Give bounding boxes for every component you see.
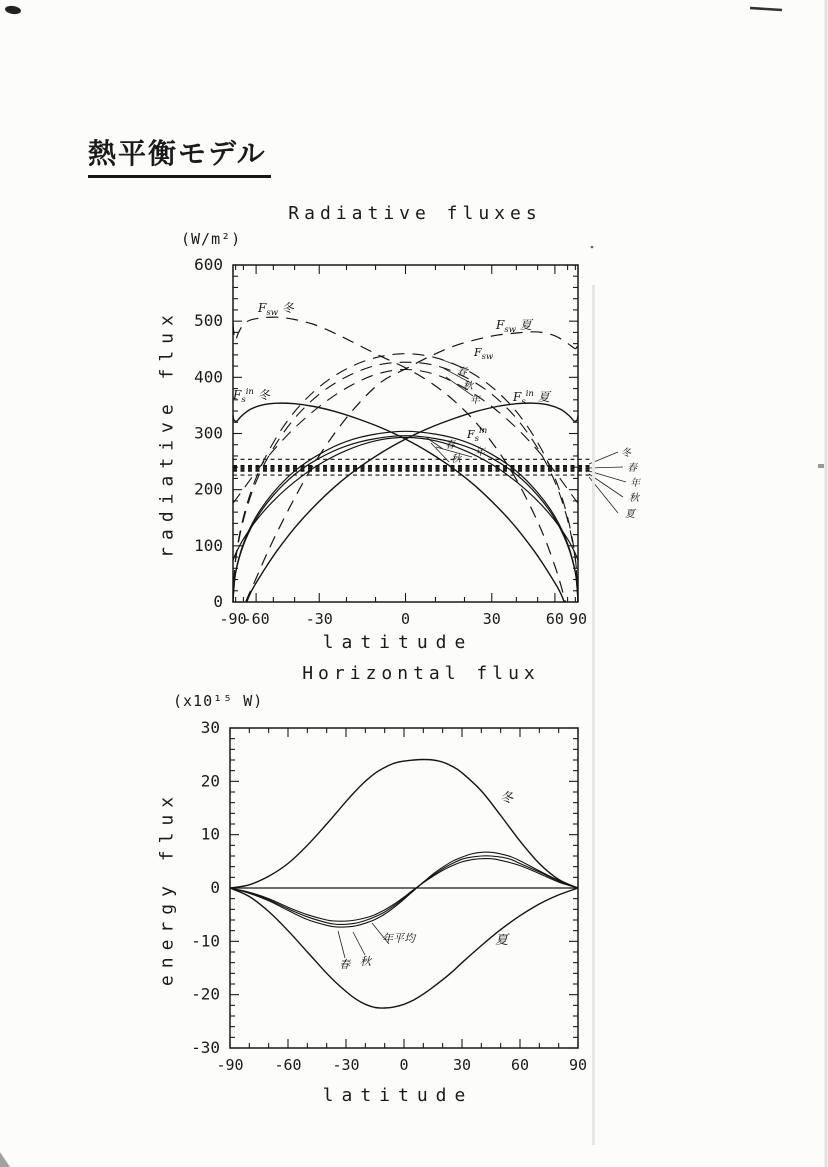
handwritten-annotation: 夏 [495, 933, 509, 948]
tick-label: 100 [194, 535, 223, 555]
chart-horizontal-flux [191, 718, 587, 1074]
handwritten-annotation: 春 [445, 440, 455, 451]
handwritten-annotation: 年平均 [382, 932, 415, 945]
tick-label: 30 [200, 718, 220, 737]
handwritten-annotation: $F_s^{in}$ 夏 [513, 389, 550, 407]
handwritten-annotation: 年 [470, 395, 480, 406]
handwritten-annotation: 秋 [451, 454, 461, 465]
handwritten-annotation: 春 [339, 958, 350, 971]
handwritten-annotation: 冬 [500, 791, 514, 806]
tick-label: 60 [545, 610, 564, 628]
tick-label: 0 [400, 610, 411, 628]
series-年平均 [230, 856, 578, 925]
tick-label: -30 [305, 610, 333, 628]
handwritten-annotation: 春 [627, 463, 637, 474]
chart2-y-axis-label: energy flux [156, 789, 178, 987]
handwritten-annotation: 年 [475, 447, 485, 458]
tick-label: 60 [510, 1056, 530, 1074]
tick-label: 400 [194, 367, 223, 387]
tick-label: 0 [399, 1056, 409, 1074]
tick-label: -30 [191, 1038, 220, 1057]
chart1-title: Radiative fluxes [288, 203, 542, 224]
tick-label: -90 [219, 610, 247, 628]
tick-label: 30 [482, 610, 501, 628]
page-heading: 熱平衡モデル [88, 132, 271, 178]
tick-label: 500 [194, 311, 223, 331]
handwritten-annotation: 年 [630, 478, 640, 489]
chart1-y-axis-label: radiative flux [156, 308, 178, 558]
tick-label: -60 [274, 1056, 302, 1074]
tick-label: 0 [213, 592, 223, 611]
series-春 [230, 852, 578, 927]
handwritten-annotation: 秋 [360, 955, 371, 968]
tick-label: -60 [242, 610, 270, 628]
series-F_s_in 夏 [247, 403, 578, 602]
tick-label: -90 [216, 1056, 244, 1074]
tick-label: 300 [194, 423, 223, 443]
handwritten-annotation: 春 [457, 367, 467, 378]
handwritten-annotation: 夏 [625, 509, 635, 520]
chart2-title: Horizontal flux [302, 663, 540, 684]
handwritten-annotation: $F_s^{in}$ [467, 426, 488, 444]
tick-label: 90 [568, 610, 588, 628]
leader-line [353, 932, 365, 955]
chart-radiative-fluxes [194, 255, 641, 628]
chart2-unit-label: (x10¹⁵ W) [173, 692, 264, 710]
handwritten-annotation: $F_{sw}$ [474, 346, 494, 362]
series-F_s_in 秋 [233, 436, 578, 602]
tick-label: 90 [568, 1056, 588, 1074]
tick-label: 30 [452, 1056, 472, 1074]
tick-label: -20 [191, 984, 220, 1004]
leader-line [338, 931, 345, 958]
tick-label: 600 [194, 255, 223, 274]
handwritten-annotation: 冬 [621, 448, 631, 459]
tick-label: 0 [210, 878, 220, 897]
chart2-x-axis-label: latitude [322, 1085, 474, 1106]
tick-label: 10 [200, 824, 220, 844]
handwritten-annotation: 秋 [629, 493, 639, 504]
handwritten-annotation: $F_s^{in}$ 冬 [233, 387, 270, 405]
tick-label: 20 [200, 771, 220, 791]
handwritten-annotation: $F_{sw}$ 夏 [496, 318, 532, 335]
tick-label: 200 [194, 479, 223, 499]
tick-label: -10 [191, 931, 220, 951]
series-F_s_in 冬 [233, 403, 564, 602]
handwritten-annotation: 秋 [463, 381, 473, 392]
series-F_s_in 春 [233, 431, 578, 602]
chart1-unit-label: (W/m²) [181, 230, 242, 248]
chart1-x-axis-label: latitude [322, 632, 474, 653]
handwritten-annotation: $F_{sw}$ 冬 [258, 301, 294, 318]
series-冬 [230, 760, 578, 889]
tick-label: -30 [332, 1056, 360, 1074]
